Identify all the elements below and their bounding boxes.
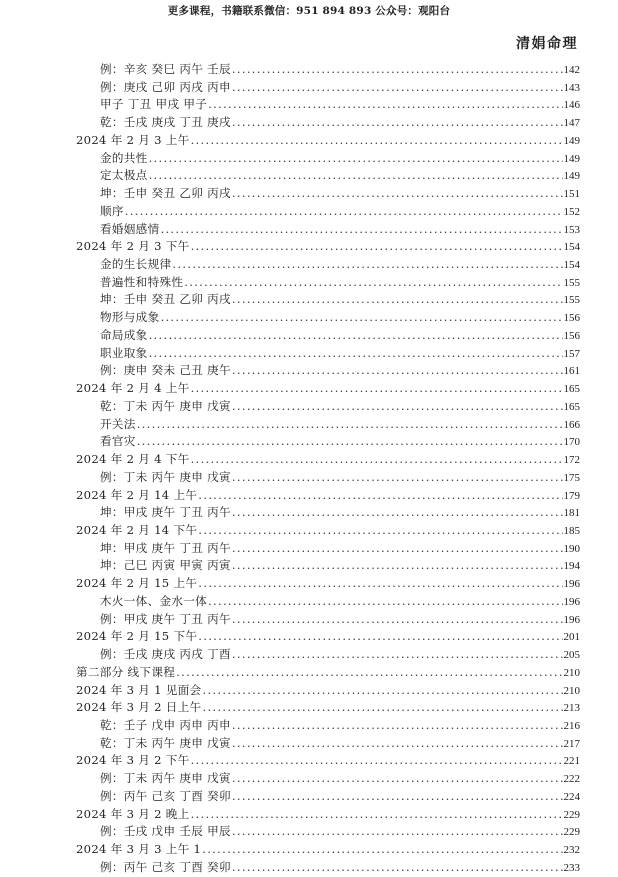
toc-entry[interactable] bbox=[76, 132, 580, 149]
toc-leader-dots bbox=[191, 132, 563, 149]
toc-entry-page-number: 229 bbox=[563, 808, 580, 821]
toc-entry[interactable] bbox=[76, 522, 580, 539]
toc-leader-dots bbox=[137, 416, 563, 433]
toc-entry-label: 2024 年 3 月 1 见面会 bbox=[76, 682, 202, 697]
toc-entry-label: 乾：丁未 丙午 庚申 戊寅 bbox=[100, 398, 231, 413]
toc-entry-page-number: 196 bbox=[563, 613, 580, 626]
toc-entry[interactable] bbox=[100, 557, 580, 574]
toc-entry[interactable] bbox=[100, 362, 580, 379]
toc-entry-label: 命局成象 bbox=[100, 327, 148, 342]
toc-entry-page-number: 210 bbox=[563, 666, 580, 679]
toc-entry[interactable] bbox=[76, 238, 580, 255]
toc-entry-label: 例：丁未 丙午 庚申 戊寅 bbox=[100, 469, 231, 484]
toc-leader-dots bbox=[149, 150, 563, 167]
toc-entry-label: 2024 年 2 月 15 上午 bbox=[76, 576, 198, 591]
toc-entry-page-number: 156 bbox=[563, 329, 580, 342]
toc-entry[interactable] bbox=[100, 345, 580, 362]
toc-leader-dots bbox=[198, 522, 562, 539]
toc-entry-page-number: 156 bbox=[563, 312, 580, 325]
toc-entry-label: 2024 年 2 月 3 下午 bbox=[76, 239, 190, 254]
promo-header: 更多课程，书籍联系微信：951 894 893 公众号：观阳台 bbox=[167, 5, 451, 17]
toc-entry[interactable] bbox=[100, 167, 580, 184]
toc-entry[interactable] bbox=[76, 752, 580, 769]
toc-leader-dots bbox=[232, 770, 563, 787]
toc-entry[interactable] bbox=[76, 628, 580, 645]
toc-leader-dots bbox=[232, 646, 563, 663]
toc-entry-page-number: 165 bbox=[563, 383, 580, 396]
toc-entry-label: 例：辛亥 癸巳 丙午 壬辰 bbox=[100, 62, 231, 76]
toc-leader-dots bbox=[191, 806, 563, 823]
toc-leader-dots bbox=[191, 752, 563, 769]
toc-entry[interactable] bbox=[100, 859, 580, 876]
toc-entry-label: 例：庚戌 己卯 丙戌 丙申 bbox=[100, 79, 231, 94]
toc-entry-page-number: 196 bbox=[563, 578, 580, 591]
toc-entry-label: 例：丁未 丙午 庚申 戊寅 bbox=[100, 771, 231, 786]
toc-entry-page-number: 222 bbox=[563, 773, 580, 786]
toc-leader-dots bbox=[176, 664, 562, 681]
toc-entry-page-number: 185 bbox=[563, 524, 580, 537]
toc-entry[interactable] bbox=[76, 682, 580, 699]
toc-entry[interactable] bbox=[100, 203, 580, 220]
toc-entry[interactable] bbox=[100, 398, 580, 415]
toc-entry-page-number: 221 bbox=[563, 755, 580, 768]
toc-entry-label: 2024 年 2 月 4 上午 bbox=[76, 381, 190, 396]
toc-entry[interactable] bbox=[76, 841, 580, 858]
toc-leader-dots bbox=[191, 380, 563, 397]
toc-leader-dots bbox=[232, 61, 563, 78]
toc-leader-dots bbox=[208, 96, 562, 113]
toc-leader-dots bbox=[232, 114, 563, 131]
toc-leader-dots bbox=[232, 611, 563, 628]
toc-leader-dots bbox=[232, 79, 563, 96]
toc-leader-dots bbox=[232, 859, 563, 876]
toc-entry[interactable] bbox=[100, 469, 580, 486]
toc-entry-label: 例：庚申 癸未 己丑 庚午 bbox=[100, 363, 231, 378]
toc-entry-page-number: 224 bbox=[563, 790, 580, 803]
toc-entry[interactable] bbox=[100, 593, 580, 610]
toc-entry-page-number: 146 bbox=[563, 99, 580, 112]
toc-entry-label: 例：甲戌 庚午 丁丑 丙午 bbox=[100, 611, 231, 626]
toc-leader-dots bbox=[198, 628, 562, 645]
toc-entry-page-number: 153 bbox=[563, 223, 580, 236]
toc-entry-label: 2024 年 2 月 14 下午 bbox=[76, 522, 198, 537]
toc-entry[interactable] bbox=[76, 699, 580, 716]
toc-entry-label: 第二部分 线下课程 bbox=[76, 664, 176, 679]
toc-leader-dots bbox=[191, 451, 563, 468]
toc-leader-dots bbox=[232, 823, 563, 840]
toc-entry-label: 乾：壬戌 庚戌 丁丑 庚戌 bbox=[100, 115, 231, 130]
toc-entry[interactable] bbox=[100, 309, 580, 326]
toc-entry[interactable] bbox=[100, 717, 580, 734]
toc-entry-page-number: 210 bbox=[563, 684, 580, 697]
toc-entry-page-number: 149 bbox=[563, 152, 580, 165]
toc-entry[interactable] bbox=[100, 291, 580, 308]
toc-entry-page-number: 149 bbox=[563, 170, 580, 183]
toc-entry-label: 普遍性和特殊性 bbox=[100, 274, 184, 289]
toc-entry-label: 坤：壬申 癸丑 乙卯 丙戌 bbox=[100, 186, 231, 201]
toc-entry[interactable] bbox=[100, 504, 580, 521]
toc-leader-dots bbox=[160, 309, 562, 326]
toc-entry[interactable] bbox=[76, 380, 580, 397]
toc-leader-dots bbox=[232, 185, 563, 202]
toc-leader-dots bbox=[149, 167, 563, 184]
toc-leader-dots bbox=[149, 327, 563, 344]
toc-entry-page-number: 161 bbox=[563, 365, 580, 378]
toc-leader-dots bbox=[202, 699, 562, 716]
toc-entry-label: 2024 年 3 月 2 下午 bbox=[76, 753, 190, 768]
toc-entry-label: 职业取象 bbox=[100, 345, 148, 360]
toc-entry-label: 2024 年 3 月 2 晚上 bbox=[76, 806, 190, 821]
toc-entry[interactable] bbox=[100, 416, 580, 433]
toc-entry[interactable] bbox=[100, 114, 580, 131]
toc-entry-page-number: 165 bbox=[563, 400, 580, 413]
toc-entry[interactable] bbox=[100, 770, 580, 787]
toc-entry-label: 开关法 bbox=[100, 416, 136, 431]
toc-entry-page-number: 175 bbox=[563, 471, 580, 484]
toc-entry[interactable] bbox=[76, 575, 580, 592]
toc-entry-page-number: 216 bbox=[563, 720, 580, 732]
toc-leader-dots bbox=[232, 469, 563, 486]
toc-entry-page-number: 232 bbox=[563, 844, 580, 857]
toc-entry[interactable] bbox=[100, 788, 580, 805]
toc-entry-page-number: 229 bbox=[563, 826, 580, 839]
toc-entry-page-number: 205 bbox=[563, 649, 580, 662]
toc-leader-dots bbox=[232, 398, 563, 415]
toc-leader-dots bbox=[232, 540, 563, 557]
toc-leader-dots bbox=[160, 221, 562, 238]
toc-entry-label: 例：丙午 己亥 丁酉 癸卯 bbox=[100, 859, 231, 874]
toc-entry-label: 坤：甲戌 庚午 丁丑 丙午 bbox=[100, 505, 231, 520]
toc-entry[interactable] bbox=[100, 646, 580, 663]
toc-entry-label: 坤：壬申 癸丑 乙卯 丙戌 bbox=[100, 292, 231, 307]
toc-entry-label: 坤：己巳 丙寅 甲寅 丙寅 bbox=[100, 558, 231, 573]
toc-entry[interactable] bbox=[100, 61, 580, 78]
toc-entry-label: 乾：壬子 戊申 丙申 丙申 bbox=[100, 718, 231, 732]
toc-entry-label: 2024 年 3 月 2 日上午 bbox=[76, 700, 202, 715]
toc-entry[interactable] bbox=[100, 735, 580, 752]
toc-entry-page-number: 233 bbox=[563, 861, 580, 874]
toc-entry[interactable] bbox=[100, 221, 580, 238]
toc-entry-label: 2024 年 2 月 14 上午 bbox=[76, 487, 198, 502]
toc-leader-dots bbox=[232, 557, 563, 574]
toc-entry-page-number: 149 bbox=[563, 134, 580, 147]
toc-entry-page-number: 196 bbox=[563, 595, 580, 608]
toc-leader-dots bbox=[198, 487, 562, 504]
toc-leader-dots bbox=[232, 788, 563, 805]
toc-leader-dots bbox=[184, 274, 562, 291]
toc-leader-dots bbox=[232, 504, 563, 521]
toc-entry-page-number: 217 bbox=[563, 737, 580, 750]
toc-entry-label: 例：壬戌 庚戌 丙戌 丁酉 bbox=[100, 647, 231, 662]
toc-entry[interactable] bbox=[100, 79, 580, 96]
toc-entry[interactable] bbox=[100, 150, 580, 167]
toc-entry[interactable] bbox=[76, 487, 580, 504]
toc-entry-page-number: 151 bbox=[563, 188, 580, 201]
toc-entry-page-number: 154 bbox=[563, 259, 580, 272]
toc-entry-page-number: 201 bbox=[563, 631, 580, 644]
toc-leader-dots bbox=[208, 593, 562, 610]
toc-entry-page-number: 157 bbox=[563, 347, 580, 360]
toc-entry-page-number: 190 bbox=[563, 542, 580, 555]
toc-entry[interactable] bbox=[76, 806, 580, 823]
toc-entry-label: 2024 年 2 月 15 下午 bbox=[76, 629, 198, 644]
toc-entry-page-number: 172 bbox=[563, 454, 580, 467]
toc-leader-dots bbox=[191, 238, 563, 255]
toc-entry[interactable] bbox=[100, 256, 580, 273]
toc-entry-page-number: 152 bbox=[563, 205, 580, 218]
toc-entry-label: 2024 年 2 月 3 上午 bbox=[76, 132, 190, 147]
toc-entry-page-number: 142 bbox=[563, 64, 580, 76]
toc-entry[interactable] bbox=[100, 611, 580, 628]
toc-entry-page-number: 166 bbox=[563, 418, 580, 431]
toc-entry[interactable] bbox=[100, 96, 580, 113]
toc-entry[interactable] bbox=[100, 823, 580, 840]
toc-entry-page-number: 194 bbox=[563, 560, 580, 573]
toc-entry-page-number: 213 bbox=[563, 702, 580, 715]
toc-leader-dots bbox=[232, 362, 563, 379]
toc-leader-dots bbox=[232, 717, 563, 734]
toc-entry-label: 2024 年 2 月 4 下午 bbox=[76, 452, 190, 467]
toc-entry[interactable] bbox=[100, 274, 580, 291]
toc-entry-label: 金的生长规律 bbox=[100, 257, 172, 272]
toc-leader-dots bbox=[172, 256, 562, 273]
toc-entry-label: 坤：甲戌 庚午 丁丑 丙午 bbox=[100, 540, 231, 555]
toc-entry-page-number: 154 bbox=[563, 241, 580, 254]
toc-entry-page-number: 143 bbox=[563, 81, 580, 94]
toc-entry[interactable] bbox=[100, 540, 580, 557]
toc-entry-label: 甲子 丁丑 甲戌 甲子 bbox=[100, 97, 208, 112]
toc-leader-dots bbox=[149, 345, 563, 362]
toc-leader-dots bbox=[198, 575, 562, 592]
toc-leader-dots bbox=[202, 841, 562, 858]
toc-entry-page-number: 179 bbox=[563, 489, 580, 502]
toc-entry-label: 物形与成象 bbox=[100, 310, 160, 325]
toc-entry-label: 看官灾 bbox=[100, 434, 136, 449]
toc-entry[interactable] bbox=[100, 185, 580, 202]
document-title: 清娟命理 bbox=[516, 36, 578, 52]
toc-entry-label: 看婚姻感情 bbox=[100, 221, 160, 236]
toc-leader-dots bbox=[232, 291, 563, 308]
toc-entry-page-number: 155 bbox=[563, 276, 580, 289]
toc-leader-dots bbox=[232, 735, 563, 752]
toc-entry-label: 2024 年 3 月 3 上午 1 bbox=[76, 842, 202, 857]
toc-entry-label: 乾：丁未 丙午 庚申 戊寅 bbox=[100, 735, 231, 750]
toc-entry-label: 金的共性 bbox=[100, 150, 148, 165]
toc-leader-dots bbox=[125, 203, 563, 220]
toc-entry-label: 例：壬戌 戊申 壬辰 甲辰 bbox=[100, 824, 231, 839]
toc-entry-label: 顺序 bbox=[100, 203, 124, 218]
toc-entry[interactable] bbox=[76, 664, 580, 681]
toc-entry[interactable] bbox=[100, 433, 580, 450]
toc-entry-page-number: 147 bbox=[563, 117, 580, 130]
toc-entry-label: 木火一体、金水一体 bbox=[100, 593, 208, 608]
toc-entry[interactable] bbox=[76, 451, 580, 468]
toc-entry-label: 定太极点 bbox=[100, 168, 148, 183]
toc-entry-page-number: 170 bbox=[563, 436, 580, 449]
toc-entry[interactable] bbox=[100, 327, 580, 344]
toc-entry-page-number: 181 bbox=[563, 507, 580, 520]
toc-entry-page-number: 155 bbox=[563, 294, 580, 307]
toc-entry-label: 例：丙午 己亥 丁酉 癸卯 bbox=[100, 788, 231, 803]
toc-leader-dots bbox=[137, 433, 563, 450]
toc-leader-dots bbox=[202, 682, 562, 699]
